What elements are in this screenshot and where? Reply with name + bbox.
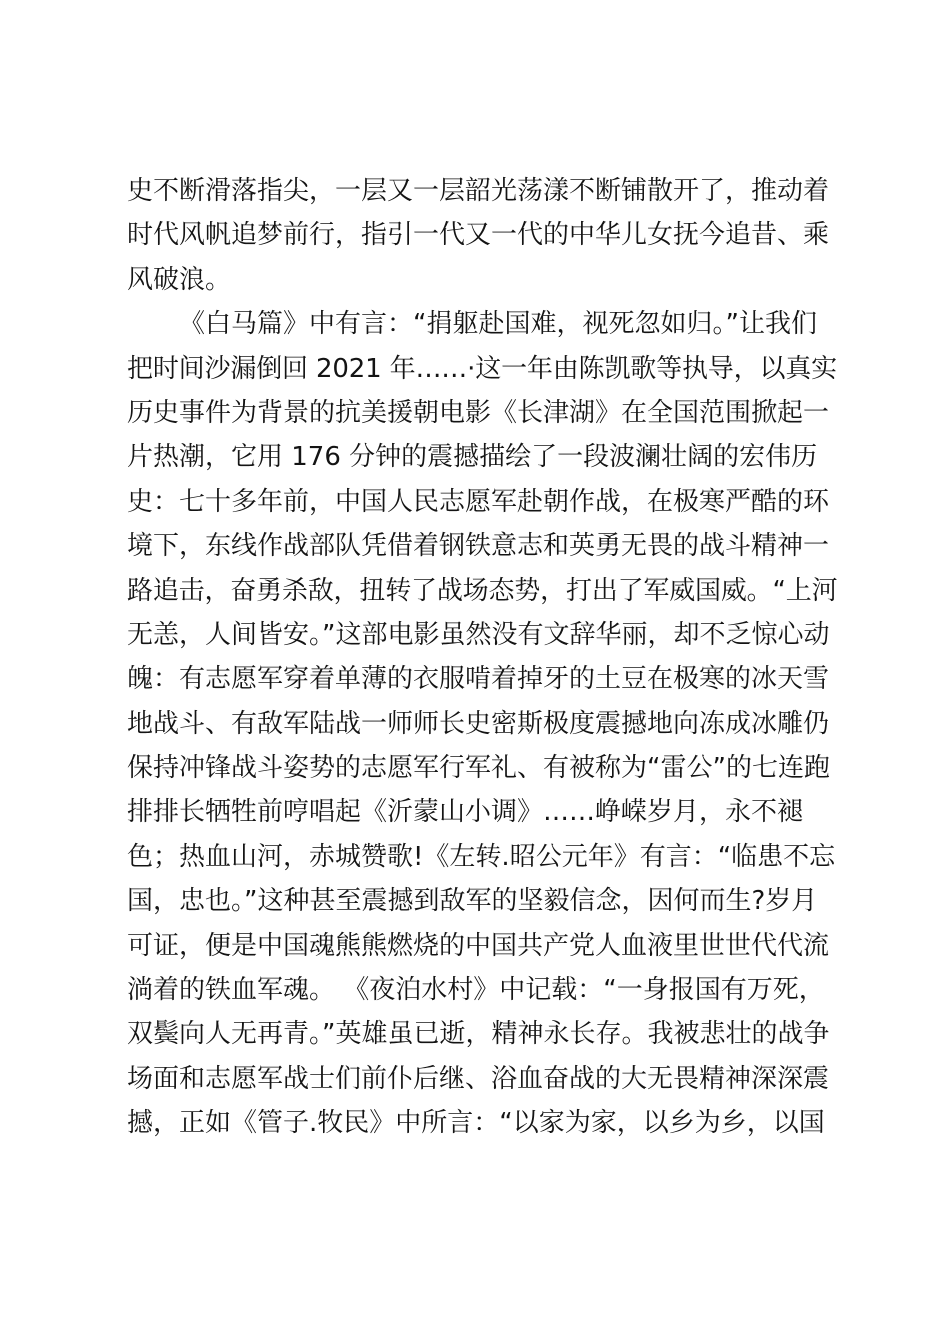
text-line: 淌着的铁血军魂。 《夜泊水村》中记载：“一身报国有万死， — [127, 975, 825, 1006]
text-line: 路追击，奋勇杀敌，扭转了战场态势，打出了军威国威。“上河 — [127, 575, 838, 606]
text-line: 国，忠也。”这种甚至震撼到敌军的坚毅信念，因何而生?岁月 — [127, 886, 818, 917]
text-line: 风破浪。 — [127, 264, 232, 295]
text-line: 可证，便是中国魂熊熊燃烧的中国共产党人血液里世世代代流 — [127, 930, 830, 961]
text-line: 境下，东线作战部队凭借着钢铁意志和英勇无畏的战斗精神一 — [127, 531, 830, 562]
text-line: 场面和志愿军战士们前仆后继、浴血奋战的大无畏精神深深震 — [127, 1063, 830, 1094]
text-line: 史不断滑落指尖，一层又一层韶光荡漾不断铺散开了，推动着 — [127, 176, 830, 206]
body-text — [127, 169, 837, 1146]
text-line: 色；热血山河，赤城赞歌!《左转.昭公元年》有言：“临患不忘 — [127, 841, 836, 872]
text-line: 史：七十多年前，中国人民志愿军赴朝作战，在极寒严酷的环 — [127, 486, 830, 517]
text-line: 双鬓向人无再青。”英雄虽已逝，精神永长存。我被悲壮的战争 — [127, 1019, 830, 1050]
text-line: 撼，正如《管子.牧民》中所言：“以家为家，以乡为乡，以国 — [127, 1108, 825, 1139]
text-line: 时代风帆追梦前行，指引一代又一代的中华儿女抚今追昔、乘 — [127, 220, 830, 251]
text-line: 魄：有志愿军穿着单薄的衣服啃着掉牙的土豆在极寒的冰天雪 — [127, 664, 830, 695]
text-line: 把时间沙漏倒回 2021 年……·这一年由陈凯歌等执导，以真实 — [127, 353, 838, 384]
text-line: 保持冲锋战斗姿势的志愿军行军礼、有被称为“雷公”的七连跑 — [127, 753, 830, 784]
text-line: 无恙，人间皆安。”这部电影虽然没有文辞华丽，却不乏惊心动 — [127, 619, 830, 650]
text-line: 《白马篇》中有言：“捐躯赴国难，视死忽如归。”让我们 — [179, 309, 817, 340]
text-line: 片热潮，它用 176 分钟的震撼描绘了一段波澜壮阔的宏伟历 — [127, 442, 818, 473]
text-line: 历史事件为背景的抗美援朝电影《长津湖》在全国范围掀起一 — [127, 397, 830, 428]
text-line: 地战斗、有敌军陆战一师师长史密斯极度震撼地向冻成冰雕仍 — [127, 708, 830, 739]
text-line: 排排长牺牲前哼唱起《沂蒙山小调》……峥嵘岁月，永不褪 — [127, 797, 804, 828]
